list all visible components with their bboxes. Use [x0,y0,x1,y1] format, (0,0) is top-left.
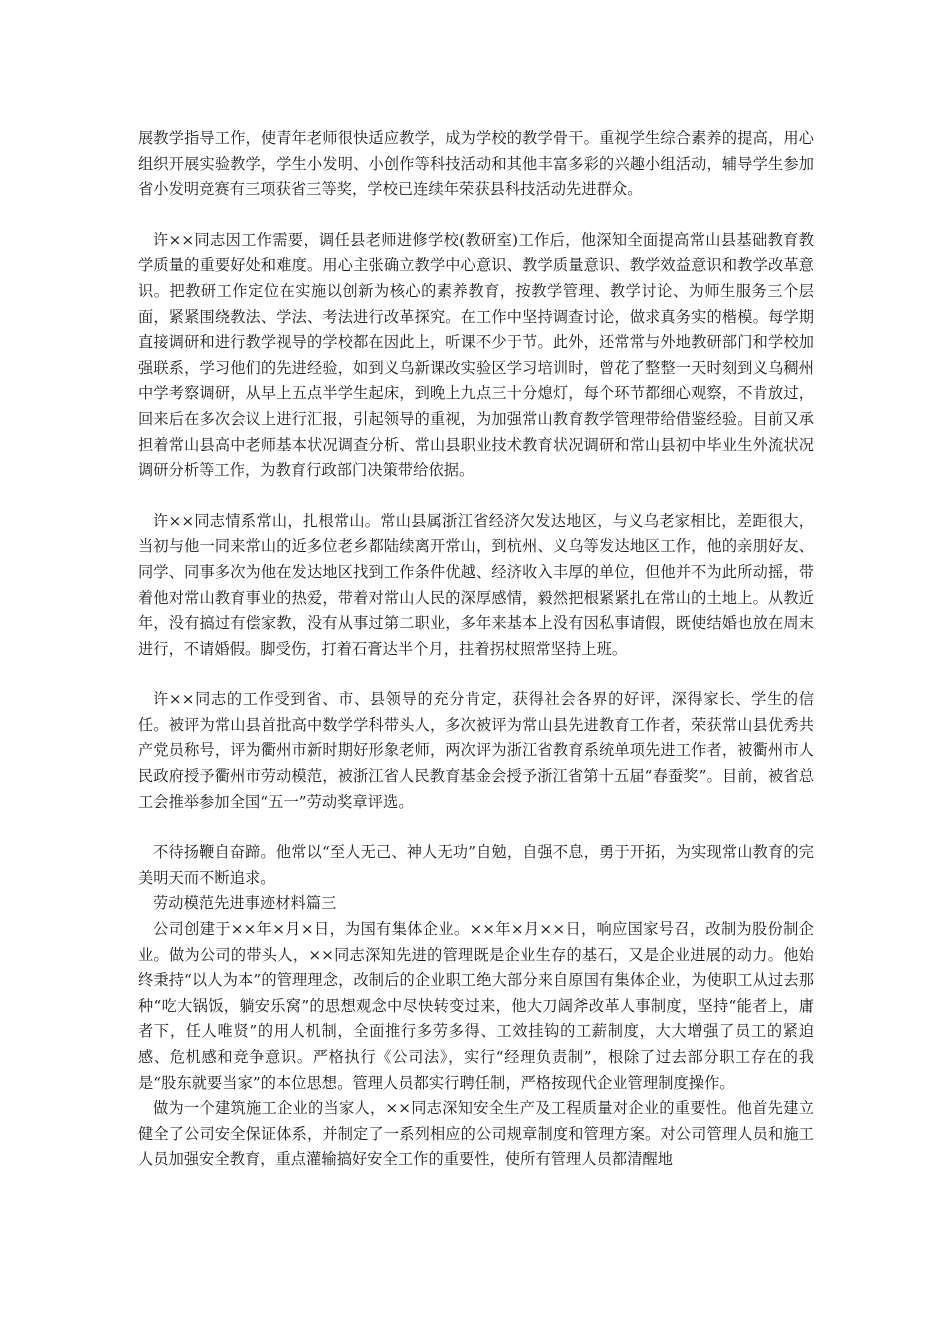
paragraph-5: 不待扬鞭自奋蹄。他常以“至人无己、神人无功”自勉，自强不息，勇于开拓，为实现常山教育的完美明天而不断追求。 [138,843,814,887]
section-heading: 劳动模范先进事迹材料篇三 [153,894,337,913]
paragraph-3: 许××同志情系常山，扎根常山。常山县属浙江省经济欠发达地区，与义乌老家相比，差距很大，当初与他一同来常山的近多位老乡都陆续离开常山，到杭州、义乌等发达地区工作，他的亲朋好友、同学、同事多次为他在发达地区找到工作条件优越、经济收入丰厚的单位，但他并不为此所动摇，带着他对常山教育事业的热爱，带着对常山人民的深厚感情，毅然把根紧紧扎在常山的土地上。从教近年，没有搞过有偿家教，没有从事过第二职业，多年来基本上没有因私事请假，既使结婚也放在周末进行，不请婚假。脚受伤，打着石膏达半个月，拄着拐杖照常坚持上班。 [138,511,814,658]
paragraph-2: 许××同志因工作需要，调任县老师进修学校(教研室)工作后，他深知全面提高常山县基础教育教学质量的重要好处和难度。用心主张确立教学中心意识、教学质量意识、教学效益意识和教学改革意识。把教研工作定位在实施以创新为核心的素养教育，按教学管理、教学讨论、为师生服务三个层面，紧紧围绕教法、学法、考法进行改革探究。在工作中坚持调查讨论，做求真务实的楷模。每学期直接调研和进行教学视导的学校都在因此上，听课不少于节。此外，还常常与外地教研部门和学校加强联系，学习他们的先进经验，如到义乌新课改实验区学习培训时，曾花了整整一天时刻到义乌稠州中学考察调研，从早上五点半学生起床，到晚上九点三十分熄灯，每个环节都细心观察，不肯放过，回来后在多次会议上进行汇报，引起领导的重视，为加强常山教育教学管理带给借鉴经验。目前又承担着常山县高中老师基本状况调查分析、常山县职业技术教育状况调研和常山县初中毕业生外流状况调研分析等工作，为教育行政部门决策带给依据。 [138,230,814,480]
paragraph-1: 展教学指导工作，使青年老师很快适应教学，成为学校的教学骨干。重视学生综合素养的提高，用心组织开展实验教学，学生小发明、小创作等科技活动和其他丰富多彩的兴趣小组活动，辅导学生参加省小发明竞赛有三项获省三等奖，学校已连续年荣获县科技活动先进群众。 [138,129,814,199]
paragraph-7: 做为一个建筑施工企业的当家人，××同志深知安全生产及工程质量对企业的重要性。他首先建立健全了公司安全保证体系，并制定了一系列相应的公司规章制度和管理方案。对公司管理人员和施工人员加强安全教育，重点灌输搞好安全工作的重要性，使所有管理人员都清醒地 [138,1099,814,1169]
paragraph-6: 公司创建于××年×月×日，为国有集体企业。××年×月××日，响应国家号召，改制为股份制企业。做为公司的带头人，××同志深知先进的管理既是企业生存的基石，又是企业进展的动力。他始终秉持“以人为本”的管理理念，改制后的企业职工绝大部分来自原国有集体企业，为使职工从过去那种“吃大锅饭，躺安乐窝”的思想观念中尽快转变过来，他大刀阔斧改革人事制度，坚持“能者上，庸者下，任人唯贤”的用人机制，全面推行多劳多得、工效挂钩的工薪制度，大大增强了员工的紧迫感、危机感和竞争意识。严格执行《公司法》，实行“经理负责制”，根除了过去部分职工存在的我是“股东就要当家”的本位思想。管理人员都实行聘任制，严格按现代企业管理制度操作。 [138,920,814,1092]
document-page [138,126,814,1173]
paragraph-4: 许××同志的工作受到省、市、县领导的充分肯定，获得社会各界的好评，深得家长、学生的信任。被评为常山县首批高中数学学科带头人，多次被评为常山县先进教育工作者，荣获常山县优秀共产党员称号，评为衢州市新时期好形象老师，两次评为浙江省教育系统单项先进工作者，被衢州市人民政府授予衢州市劳动模范，被浙江省人民教育基金会授予浙江省第十五届“春蚕奖”。目前，被省总工会推举参加全国“五一”劳动奖章评选。 [138,690,814,811]
